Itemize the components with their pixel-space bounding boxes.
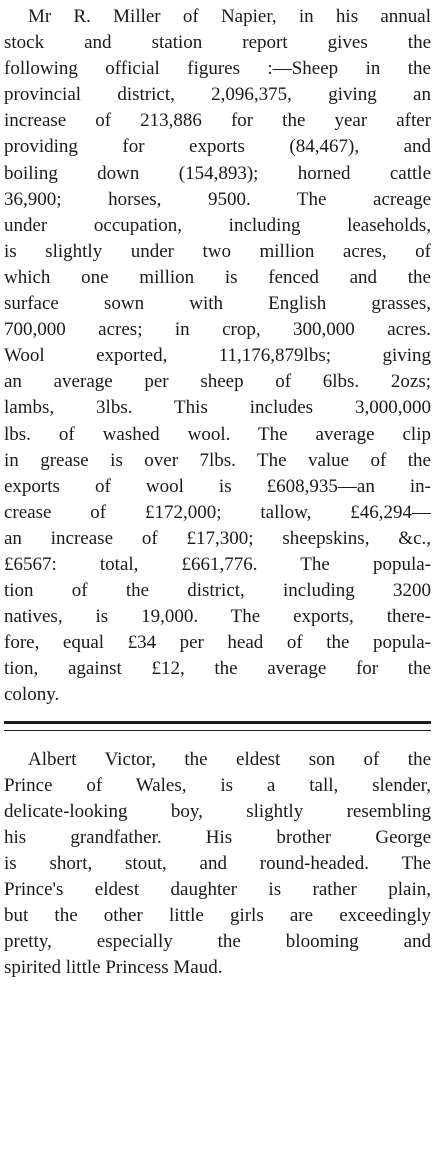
text-line: an average per sheep of 6lbs. 2ozs; bbox=[4, 371, 431, 393]
text-line: his grandfather. His brother George bbox=[4, 826, 431, 848]
text-line: following official figures :—Sheep in the bbox=[4, 58, 431, 80]
text-line: colony. bbox=[4, 684, 60, 706]
article-prince-of-wales bbox=[4, 747, 431, 982]
text-line: stock and station report gives the bbox=[4, 32, 431, 54]
text-line: but the other little girls are exceedingly bbox=[4, 905, 431, 927]
text-line: lbs. of washed wool. The average clip bbox=[4, 423, 431, 445]
text-line: provincial district, 2,096,375, giving an bbox=[4, 84, 431, 106]
text-line: providing for exports (84,467), and bbox=[4, 136, 431, 158]
text-line: delicate-looking boy, slightly resembling bbox=[4, 800, 431, 822]
text-line: natives, is 19,000. The exports, there- bbox=[4, 606, 431, 628]
text-line: Prince of Wales, is a tall, slender, bbox=[4, 774, 431, 796]
text-line: an increase of £17,300; sheepskins, &c., bbox=[4, 527, 431, 549]
text-line: fore, equal £34 per head of the popula- bbox=[4, 632, 431, 654]
newspaper-column bbox=[4, 4, 431, 981]
text-line: spirited little Princess Maud. bbox=[4, 957, 223, 979]
text-line: which one million is fenced and the bbox=[4, 266, 431, 288]
text-line: Wool exported, 11,176,879lbs; giving bbox=[4, 345, 431, 367]
text-line: is slightly under two million acres, of bbox=[4, 240, 431, 262]
text-line: surface sown with English grasses, bbox=[4, 293, 431, 315]
column-divider bbox=[4, 721, 431, 731]
text-line: tion, against £12, the average for the bbox=[4, 658, 431, 680]
text-line: Prince's eldest daughter is rather plain, bbox=[4, 879, 431, 900]
article-stock-report bbox=[4, 4, 431, 709]
text-line: increase of 213,886 for the year after bbox=[4, 110, 431, 132]
text-line: 700,000 acres; in crop, 300,000 acres. bbox=[4, 319, 431, 341]
text-line: boiling down (154,893); horned cattle bbox=[4, 162, 431, 184]
text-line: Mr R. Miller of Napier, in his annual bbox=[28, 6, 431, 27]
text-line: pretty, especially the blooming and bbox=[4, 931, 431, 953]
text-line: tion of the district, including 3200 bbox=[4, 580, 431, 602]
text-line: is short, stout, and round-headed. The bbox=[4, 852, 431, 874]
text-line: Albert Victor, the eldest son of the bbox=[28, 748, 431, 770]
text-line: under occupation, including leaseholds, bbox=[4, 214, 431, 236]
text-line: crease of £172,000; tallow, £46,294— bbox=[4, 501, 431, 523]
text-line: in grease is over 7lbs. The value of the bbox=[4, 449, 431, 471]
text-line: lambs, 3lbs. This includes 3,000,000 bbox=[4, 397, 431, 419]
text-line: 36,900; horses, 9500. The acreage bbox=[4, 188, 431, 210]
text-line: exports of wool is £608,935—an in- bbox=[4, 475, 431, 497]
text-line: £6567: total, £661,776. The popula- bbox=[4, 553, 431, 575]
